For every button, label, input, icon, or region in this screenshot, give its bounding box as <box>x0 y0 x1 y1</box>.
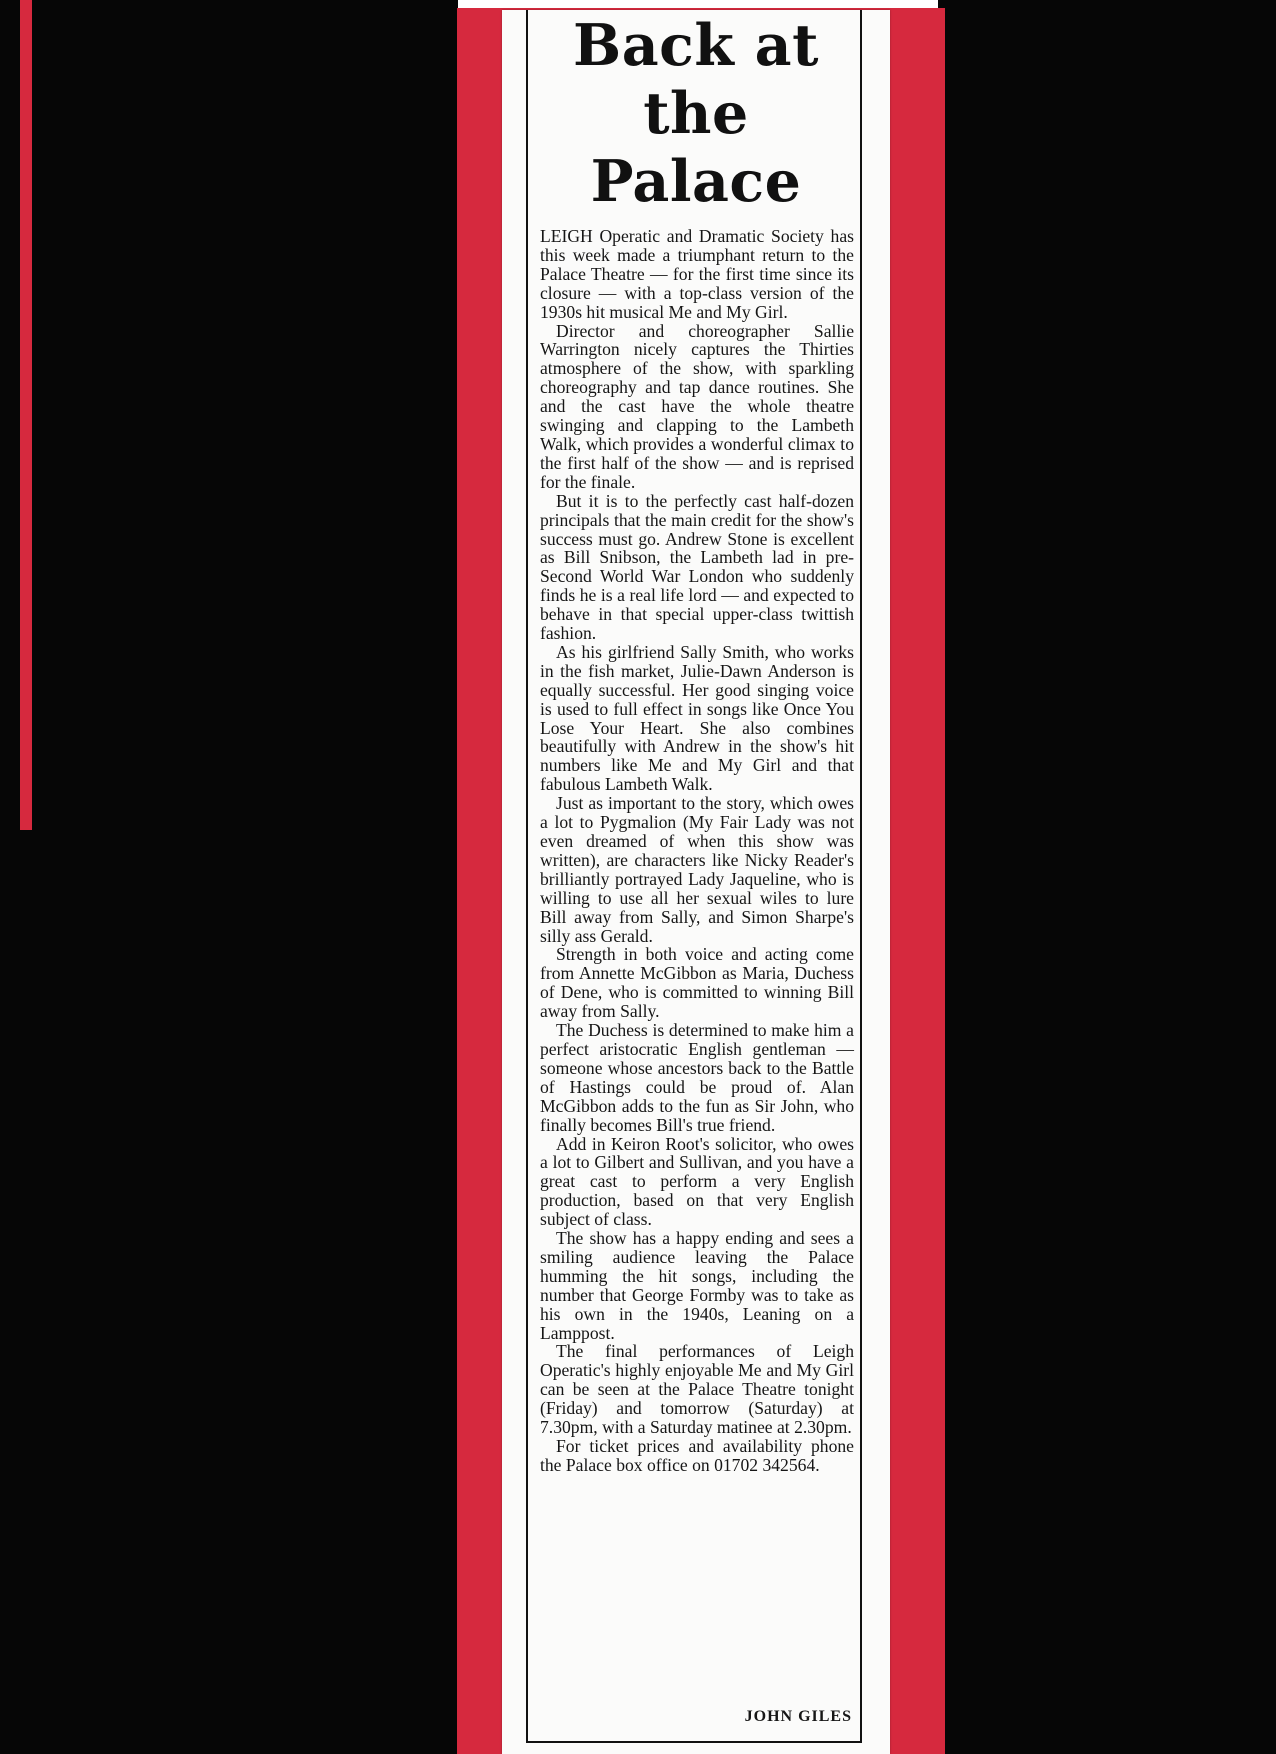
paragraph: For ticket prices and availability phone the Palace box office on 01702 342564. <box>540 1436 854 1475</box>
red-card-flap <box>20 0 32 830</box>
byline: JOHN GILES <box>744 1708 852 1725</box>
paragraph: The Duchess is determined to make him a perfect aristocratic English gentleman — someone whose ancestors back to the Battle of Hastings could be proud of. Alan McGibbon adds to the fun as Sir John, who finally becomes Bill's true friend. <box>540 1020 854 1135</box>
paragraph: Director and choreographer Sallie Warrington nicely captures the Thirties atmosphere of the show, with sparkling choreography and tap dance routines. She and the cast have the whole theatre swinging and clapping to the Lambeth Walk, which provides a wonderful climax to the first half of the show — and is reprised for the finale. <box>540 320 854 492</box>
article-body <box>540 227 854 1475</box>
paragraph: But it is to the perfectly cast half-dozen principals that the main credit for the show's success must go. Andrew Stone is excellent as Bill Snibson, the Lambeth lad in pre-Second World War London who suddenly finds he is a real life lord — and expected to behave in that special upper-class twittish fashion. <box>540 490 854 644</box>
paragraph: As his girlfriend Sally Smith, who works in the fish market, Julie-Dawn Anderson is equally successful. Her good singing voice is used to full effect in songs like Once You Lose Your Heart. She also combines beautifully with Andrew in the show's hit numbers like Me and My Girl and that fabulous Lambeth Walk. <box>540 641 854 795</box>
paragraph: Strength in both voice and acting come from Annette McGibbon as Maria, Duchess of Dene, who is committed to winning Bill away from Sally. <box>540 944 854 1022</box>
paragraph: Add in Keiron Root's solicitor, who owes a lot to Gilbert and Sullivan, and you have a great cast to perform a very English production, based on that very English subject of class. <box>540 1133 854 1230</box>
headline: Back at the Palace <box>573 12 819 215</box>
paragraph: LEIGH Operatic and Dramatic Society has this week made a triumphant return to the Palace Theatre — for the first time since its closure — with a top-class version of the 1930s hit musical Me and My Girl. <box>540 226 854 322</box>
paragraph: Just as important to the story, which owes a lot to Pygmalion (My Fair Lady was not even dreamed of when this show was written), are characters like Nicky Reader's brilliantly portrayed Lady Jaqueline, who is willing to use all her sexual wiles to lure Bill away from Sally, and Simon Sharpe's silly ass Gerald. <box>540 793 854 946</box>
background-right <box>938 0 1276 1754</box>
paragraph: The show has a happy ending and sees a smiling audience leaving the Palace humming the hit songs, including the number that George Formby was to take as his own in the 1940s, Leaning on a Lamppost. <box>540 1228 854 1343</box>
paragraph: The final performances of Leigh Operatic's highly enjoyable Me and My Girl can be seen at the Palace Theatre tonight (Friday) and tomorrow (Saturday) at 7.30pm, with a Saturday matinee at 2.30pm. <box>540 1341 854 1438</box>
background-left <box>0 0 458 1754</box>
